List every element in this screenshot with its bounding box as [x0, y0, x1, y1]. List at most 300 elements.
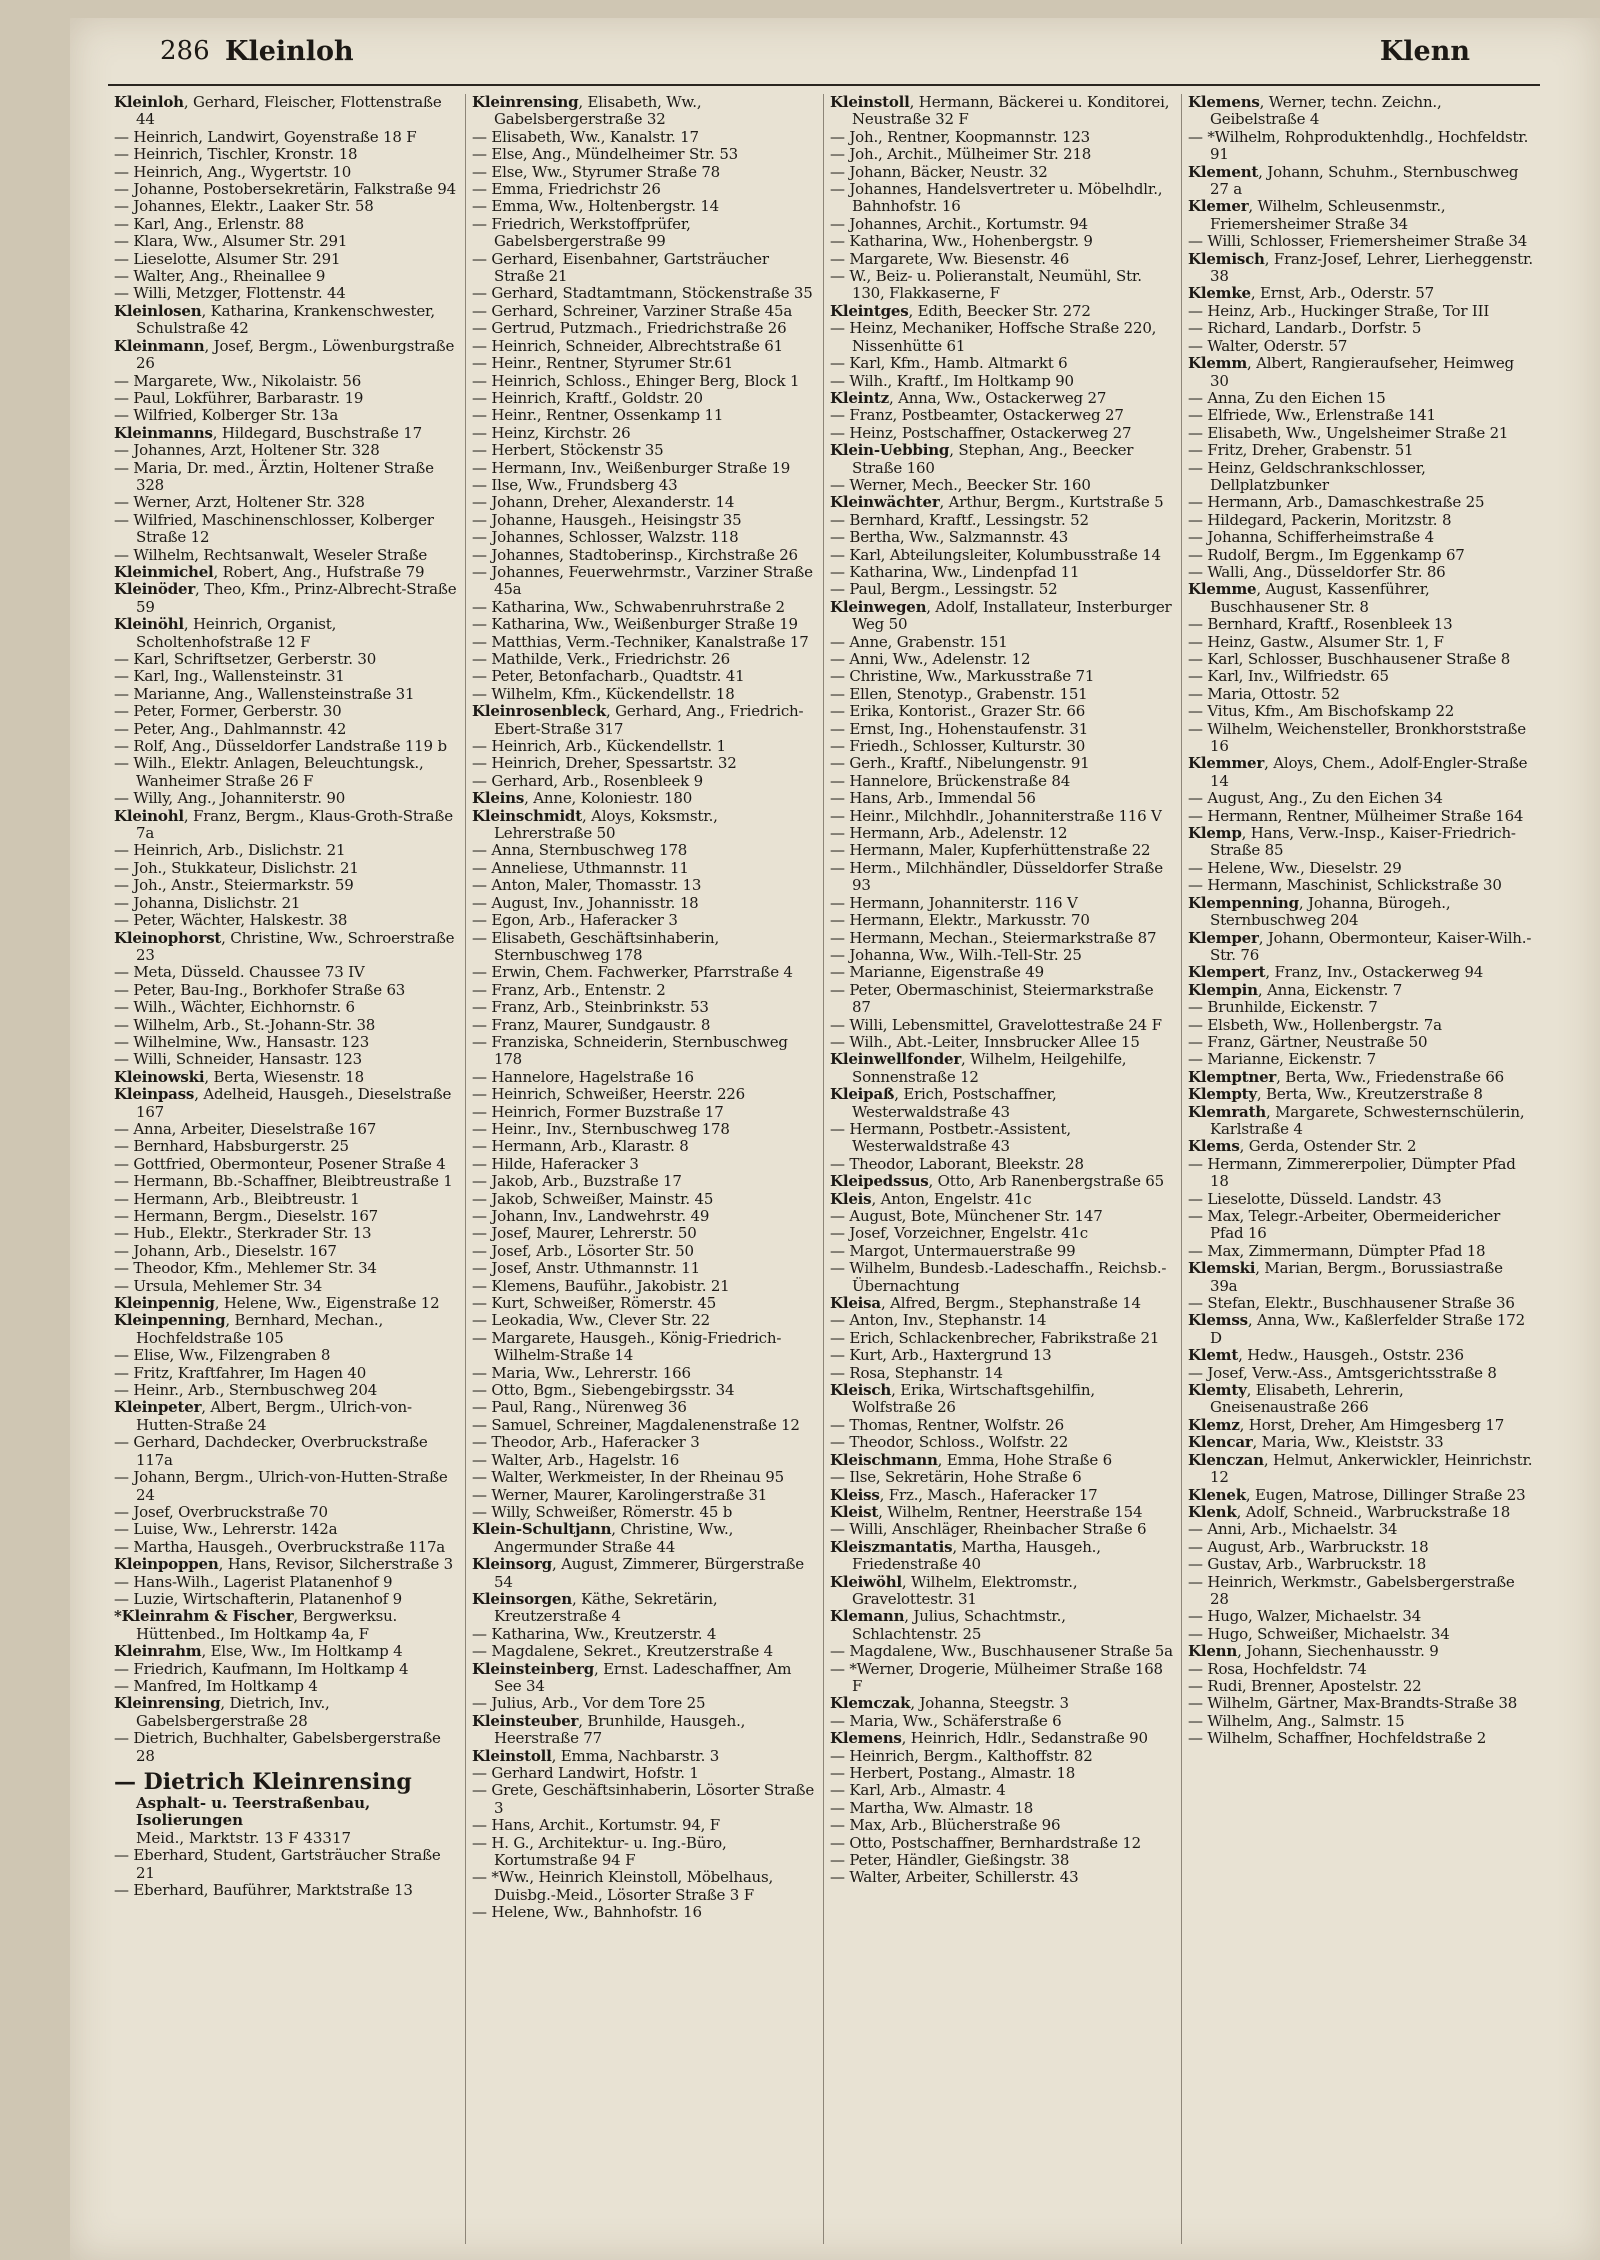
directory-entry: — Anneliese, Uthmannstr. 11	[472, 858, 689, 877]
column-1-after-ad	[114, 1847, 459, 1899]
directory-entry: Kleinrensing, Elisabeth, Ww., Gabelsbergerstraße 32	[472, 94, 702, 129]
directory-entry: Kleins, Anne, Koloniestr. 180	[472, 789, 693, 808]
directory-entry: — Stefan, Elektr., Buschhausener Straße 36	[1188, 1294, 1515, 1313]
directory-entry: — Josef, Arb., Lösorter Str. 50	[472, 1241, 694, 1260]
directory-entry: — Franz, Maurer, Sundgaustr. 8	[472, 1015, 711, 1034]
directory-entry: — H. G., Architektur- u. Ing.-Büro, Kortumstraße 94 F	[472, 1833, 727, 1870]
directory-entry: — Matthias, Verm.-Techniker, Kanalstraße 17	[472, 632, 809, 651]
directory-entry: — Hermann, Bb.-Schaffner, Bleibtreustraße 1	[114, 1172, 453, 1191]
directory-entry: — Gerhard, Arb., Rosenbleek 9	[472, 771, 703, 790]
directory-entry: — Hermann, Maschinist, Schlickstraße 30	[1188, 876, 1502, 895]
directory-entry: — Erich, Schlackenbrecher, Fabrikstraße 21	[830, 1328, 1160, 1347]
directory-entry: — Eberhard, Student, Gartsträucher Straße 21	[114, 1846, 441, 1882]
directory-entry: — Heinz, Arb., Huckinger Straße, Tor III	[1188, 301, 1490, 320]
directory-entry: — Werner, Maurer, Karolingerstraße 31	[472, 1485, 768, 1504]
directory-entry: — Johann, Dreher, Alexanderstr. 14	[472, 493, 735, 512]
directory-entry: — Klemens, Bauführ., Jakobistr. 21	[472, 1276, 730, 1295]
directory-entry: — Manfred, Im Holtkamp 4	[114, 1676, 318, 1695]
directory-entry: — Mathilde, Verk., Friedrichstr. 26	[472, 650, 731, 668]
directory-entry: — Heinr., Milchhdlr., Johanniterstraße 116 V	[830, 806, 1162, 825]
directory-entry: — Hermann, Johanniterstr. 116 V	[830, 893, 1078, 912]
directory-entry: — Julius, Arb., Vor dem Tore 25	[472, 1694, 706, 1713]
directory-entry: — Johannes, Schlosser, Walzstr. 118	[472, 528, 739, 547]
directory-entry: — Johann, Bäcker, Neustr. 32	[830, 162, 1048, 181]
directory-entry: — Samuel, Schreiner, Magdalenenstraße 12	[472, 1415, 800, 1434]
directory-entry: — Vitus, Kfm., Am Bischofskamp 22	[1188, 702, 1455, 721]
directory-entry: Klemz, Horst, Dreher, Am Himgesberg 17	[1188, 1415, 1505, 1434]
directory-entry: Kleinsorgen, Käthe, Sekretärin, Kreutzerstraße 4	[472, 1589, 718, 1626]
directory-entry: — Wilhelmine, Ww., Hansastr. 123	[114, 1032, 370, 1051]
directory-entry: — Rosa, Hochfeldstr. 74	[1188, 1659, 1367, 1678]
directory-entry: — Hermann, Bergm., Dieselstr. 167	[114, 1207, 379, 1225]
advertisement	[114, 1769, 459, 1847]
directory-entry: — Heinr., Rentner, Ossenkamp 11	[472, 406, 724, 425]
directory-entry: Kleinloh, Gerhard, Fleischer, Flottenstraße 44	[114, 94, 442, 129]
directory-entry: Kleipedssus, Otto, Arb Ranenbergstraße 65	[830, 1172, 1164, 1191]
directory-entry: — Wilhelm, Gärtner, Max-Brandts-Straße 38	[1188, 1694, 1518, 1713]
directory-entry: Kleinpass, Adelheid, Hausgeh., Dieselstraße 167	[114, 1085, 452, 1121]
directory-entry: — Bernhard, Kraftf., Rosenbleek 13	[1188, 615, 1453, 634]
directory-entry: — Walter, Oderstr. 57	[1188, 336, 1348, 355]
directory-entry: — Peter, Betonfacharb., Quadtstr. 41	[472, 667, 745, 686]
directory-entry: Klempty, Berta, Ww., Kreutzerstraße 8	[1188, 1085, 1483, 1104]
right-running-head: Klenn	[1379, 36, 1470, 67]
directory-entry: — Gerh., Kraftf., Nibelungenstr. 91	[830, 754, 1090, 773]
directory-entry: — Karl, Schriftsetzer, Gerberstr. 30	[114, 650, 377, 668]
directory-entry: Kleipaß, Erich, Postschaffner, Westerwaldstraße 43	[830, 1085, 1057, 1121]
directory-entry: — Willi, Anschläger, Rheinbacher Straße 6	[830, 1520, 1147, 1539]
directory-entry: — Willi, Schlosser, Friemersheimer Straße 34	[1188, 232, 1528, 251]
directory-entry: — August, Arb., Warbruckstr. 18	[1188, 1537, 1429, 1556]
directory-entry: — Johanna, Dislichstr. 21	[114, 893, 301, 912]
directory-entry: — Hermann, Inv., Weißenburger Straße 19	[472, 458, 791, 477]
directory-entry: — August, Bote, Münchener Str. 147	[830, 1207, 1103, 1225]
directory-entry: — Heinrich, Bergm., Kalthoffstr. 82	[830, 1746, 1093, 1765]
directory-entry: — Max, Telegr.-Arbeiter, Obermeidericher Pfad 16	[1188, 1207, 1501, 1243]
directory-entry: — Wilhelm, Schaffner, Hochfeldstraße 2	[1188, 1729, 1487, 1748]
directory-entry: — Gerhard, Stadtamtmann, Stöckenstraße 35	[472, 284, 813, 303]
directory-entry: — Peter, Ang., Dahlmannstr. 42	[114, 719, 347, 738]
directory-entry: Klement, Johann, Schuhm., Sternbuschweg 27 a	[1188, 162, 1519, 199]
directory-entry: — Rolf, Ang., Düsseldorfer Landstraße 119 b	[114, 737, 447, 756]
directory-entry: — Walter, Ang., Rheinallee 9	[114, 267, 326, 286]
directory-entry: — Else, Ww., Styrumer Straße 78	[472, 162, 721, 181]
directory-entry: — Elisabeth, Geschäftsinhaberin, Sternbuschweg 178	[472, 928, 720, 964]
directory-entry: Kleinrosenbleck, Gerhard, Ang., Friedrich-Ebert-Straße 317	[472, 702, 804, 738]
directory-entry: — Wilfried, Maschinenschlosser, Kolberger Straße 12	[114, 510, 434, 547]
directory-entry: — Theodor, Arb., Haferacker 3	[472, 1433, 700, 1452]
directory-entry: — Elsbeth, Ww., Hollenbergstr. 7a	[1188, 1015, 1442, 1034]
directory-entry: Kleinöhl, Heinrich, Organist, Scholtenhofstraße 12 F	[114, 615, 337, 651]
directory-entry: — Margarete, Hausgeh., König-Friedrich-Wilhelm-Straße 14	[472, 1328, 782, 1365]
directory-entry: — Peter, Händler, Gießingstr. 38	[830, 1851, 1070, 1870]
directory-entry: Kleintges, Edith, Beecker Str. 272	[830, 301, 1091, 320]
directory-entry: Klenek, Eugen, Matrose, Dillinger Straße 23	[1188, 1485, 1526, 1504]
directory-entry: — Fritz, Dreher, Grabenstr. 51	[1188, 441, 1414, 460]
directory-entry: Kleinschmidt, Aloys, Koksmstr., Lehrerstraße 50	[472, 806, 718, 843]
directory-entry: Klemke, Ernst, Arb., Oderstr. 57	[1188, 284, 1434, 303]
directory-entry: — Maria, Ww., Lehrerstr. 166	[472, 1363, 691, 1382]
directory-entry: — Franz, Gärtner, Neustraße 50	[1188, 1032, 1428, 1051]
directory-entry: Kleinrensing, Dietrich, Inv., Gabelsbergerstraße 28	[114, 1694, 330, 1730]
directory-entry: — Anna, Sternbuschweg 178	[472, 841, 688, 860]
directory-entry: Kleinpoppen, Hans, Revisor, Silcherstraße 3	[114, 1555, 453, 1574]
directory-entry: — Hermann, Rentner, Mülheimer Straße 164	[1188, 806, 1524, 825]
directory-entry: — Johanna, Schifferheimstraße 4	[1188, 528, 1434, 547]
directory-entry: — August, Ang., Zu den Eichen 34	[1188, 789, 1443, 808]
directory-entry: — Hermann, Mechan., Steiermarkstraße 87	[830, 928, 1157, 947]
directory-columns	[108, 94, 1540, 2244]
directory-entry: — Theodor, Schloss., Wolfstr. 22	[830, 1433, 1069, 1452]
directory-entry: Klemptner, Berta, Ww., Friedenstraße 66	[1188, 1067, 1505, 1086]
directory-entry: — Luzie, Wirtschafterin, Platanenhof 9	[114, 1589, 402, 1608]
directory-entry: — Werner, Mech., Beecker Str. 160	[830, 475, 1091, 494]
directory-entry: — Josef, Anstr. Uthmannstr. 11	[472, 1259, 700, 1278]
directory-entry: — Wilhelm, Ang., Salmstr. 15	[1188, 1711, 1405, 1730]
directory-entry: — Heinz, Mechaniker, Hoffsche Straße 220, Nissenhütte 61	[830, 319, 1157, 355]
directory-entry: — Rosa, Stephanstr. 14	[830, 1363, 1003, 1382]
directory-entry: — Erwin, Chem. Fachwerker, Pfarrstraße 4	[472, 963, 793, 982]
directory-entry: — Heinrich, Tischler, Kronstr. 18	[114, 145, 358, 164]
directory-entry: — Franz, Arb., Entenstr. 2	[472, 980, 666, 999]
directory-entry: — Karl, Inv., Wilfriedstr. 65	[1188, 667, 1389, 686]
directory-entry: — Franz, Arb., Steinbrinkstr. 53	[472, 998, 709, 1017]
directory-entry: — Katharina, Ww., Hohenbergstr. 9	[830, 232, 1093, 251]
directory-entry: Klenczan, Helmut, Ankerwickler, Heinrichstr. 12	[1188, 1450, 1533, 1487]
directory-entry: Klemmer, Aloys, Chem., Adolf-Engler-Straße 14	[1188, 754, 1528, 790]
directory-entry: — Hugo, Schweißer, Michaelstr. 34	[1188, 1624, 1450, 1643]
directory-entry: — Johann, Arb., Dieselstr. 167	[114, 1241, 337, 1260]
directory-entry: — Wilhelm, Bundesb.-Ladeschaffn., Reichsb.-Übernachtung	[830, 1259, 1167, 1295]
directory-entry: — Lieselotte, Düsseld. Landstr. 43	[1188, 1189, 1442, 1208]
directory-entry: — Herbert, Postang., Almastr. 18	[830, 1764, 1076, 1782]
directory-entry: — Willi, Metzger, Flottenstr. 44	[114, 284, 346, 303]
directory-entry: — Johannes, Archit., Kortumstr. 94	[830, 214, 1089, 233]
directory-entry: — Paul, Rang., Nürenweg 36	[472, 1398, 687, 1417]
directory-entry: Klempenning, Johanna, Bürogeh., Sternbuschweg 204	[1188, 893, 1451, 930]
directory-entry: Kleinwegen, Adolf, Installateur, Insterburger Weg 50	[830, 597, 1172, 634]
directory-entry: — Willi, Lebensmittel, Gravelottestraße 24 F	[830, 1015, 1162, 1034]
directory-entry: — Rudolf, Bergm., Im Eggenkamp 67	[1188, 545, 1465, 564]
directory-entry: Kleiwöhl, Wilhelm, Elektromstr., Gravelottestr. 31	[830, 1572, 1078, 1608]
column-1	[108, 94, 466, 2244]
directory-entry: Kleisch, Erika, Wirtschaftsgehilfin, Wolfstraße 26	[830, 1381, 1095, 1417]
directory-entry: — Paul, Lokführer, Barbarastr. 19	[114, 388, 364, 407]
directory-entry: — Johannes, Stadtoberinsp., Kirchstraße 26	[472, 545, 798, 564]
directory-entry: — Gottfried, Obermonteur, Posener Straße 4	[114, 1154, 446, 1173]
directory-entry: — Wilh., Abt.-Leiter, Innsbrucker Allee 15	[830, 1032, 1140, 1051]
header-rule	[108, 84, 1540, 86]
directory-entry: Klenn, Johann, Siechenhausstr. 9	[1188, 1642, 1439, 1661]
directory-entry: — Theodor, Laborant, Bleekstr. 28	[830, 1154, 1084, 1173]
directory-entry: — Emma, Friedrichstr 26	[472, 180, 661, 199]
directory-entry: — Hermann, Zimmererpolier, Dümpter Pfad 18	[1188, 1154, 1516, 1191]
directory-entry: — Ursula, Mehlemer Str. 34	[114, 1276, 323, 1295]
directory-entry: — Grete, Geschäftsinhaberin, Lösorter Straße 3	[472, 1781, 815, 1817]
directory-entry: — August, Inv., Johannisstr. 18	[472, 893, 699, 912]
directory-entry: — Margarete, Ww. Biesenstr. 46	[830, 249, 1070, 268]
directory-entry: — Anton, Maler, Thomasstr. 13	[472, 876, 702, 895]
directory-entry: — Katharina, Ww., Lindenpfad 11	[830, 562, 1080, 581]
directory-entry: Klemski, Marian, Bergm., Borussiastraße 39a	[1188, 1259, 1503, 1295]
directory-entry: — Helene, Ww., Bahnhofstr. 16	[472, 1903, 702, 1922]
directory-entry: — Martha, Hausgeh., Overbruckstraße 117a	[114, 1537, 446, 1556]
directory-entry: — Max, Arb., Blücherstraße 96	[830, 1816, 1061, 1835]
directory-entry: — Karl, Schlosser, Buschhausener Straße 8	[1188, 650, 1511, 668]
directory-entry: Klemens, Heinrich, Hdlr., Sedanstraße 90	[830, 1729, 1148, 1748]
directory-entry: — Leokadia, Ww., Clever Str. 22	[472, 1311, 711, 1330]
directory-entry: — Rudi, Brenner, Apostelstr. 22	[1188, 1676, 1422, 1695]
directory-entry: — Eberhard, Bauführer, Marktstraße 13	[114, 1881, 413, 1900]
directory-entry: Klemm, Albert, Rangieraufseher, Heimweg 30	[1188, 354, 1514, 390]
directory-entry: — Josef, Verw.-Ass., Amtsgerichtsstraße 8	[1188, 1363, 1497, 1382]
directory-entry: — Joh., Archit., Mülheimer Str. 218	[830, 145, 1092, 164]
directory-entry: Kleiszmantatis, Martha, Hausgeh., Friedenstraße 40	[830, 1537, 1101, 1574]
directory-entry: — Katharina, Ww., Schwabenruhrstraße 2	[472, 597, 785, 616]
directory-entry: — Heinrich, Dreher, Spessartstr. 32	[472, 754, 737, 773]
directory-entry: — Paul, Bergm., Lessingstr. 52	[830, 580, 1058, 599]
directory-entry: — Otto, Bgm., Siebengebirgsstr. 34	[472, 1381, 735, 1400]
directory-entry: Klemens, Werner, techn. Zeichn., Geibelstraße 4	[1188, 94, 1442, 129]
directory-entry: — Josef, Maurer, Lehrerstr. 50	[472, 1224, 697, 1243]
directory-entry: — Hannelore, Brückenstraße 84	[830, 771, 1071, 790]
directory-entry: — Wilh., Kraftf., Im Holtkamp 90	[830, 371, 1074, 390]
directory-entry: — Peter, Wächter, Halskestr. 38	[114, 911, 348, 930]
directory-entry: — Marianne, Eigenstraße 49	[830, 963, 1044, 982]
directory-entry: — Ilse, Ww., Frundsberg 43	[472, 475, 678, 494]
directory-entry: — Hannelore, Hagelstraße 16	[472, 1067, 694, 1086]
directory-entry: — Katharina, Ww., Weißenburger Straße 19	[472, 615, 798, 634]
directory-entry: — Elisabeth, Ww., Ungelsheimer Straße 21	[1188, 423, 1509, 442]
directory-entry: Kleinmanns, Hildegard, Buschstraße 17	[114, 423, 422, 442]
directory-entry: — Jakob, Arb., Buzstraße 17	[472, 1172, 682, 1191]
directory-entry: — Heinrich, Arb., Dislichstr. 21	[114, 841, 346, 860]
directory-entry: — Hilde, Haferacker 3	[472, 1154, 639, 1173]
directory-entry: Kleinpeter, Albert, Bergm., Ulrich-von-Hutten-Straße 24	[114, 1398, 412, 1434]
directory-entry: — Wilhelm, Arb., St.-Johann-Str. 38	[114, 1015, 376, 1034]
directory-entry: — Anna, Arbeiter, Dieselstraße 167	[114, 1119, 377, 1138]
directory-entry: — Johann, Bergm., Ulrich-von-Hutten-Straße 24	[114, 1468, 448, 1504]
ad-line-2: Isolierungen	[136, 1811, 244, 1830]
directory-entry: *Kleinrahm & Fischer, Bergwerksu. Hüttenbed., Im Holtkamp 4a, F	[114, 1607, 398, 1643]
directory-entry: Klemty, Elisabeth, Lehrerin, Gneisenaustraße 266	[1188, 1381, 1404, 1417]
directory-entry: — Hermann, Maler, Kupferhüttenstraße 22	[830, 841, 1151, 860]
directory-entry: — Anni, Arb., Michaelstr. 34	[1188, 1520, 1398, 1539]
ad-title: — Dietrich Kleinrensing	[114, 1769, 412, 1795]
directory-entry: Kleinwellfonder, Wilhelm, Heilgehilfe, Sonnenstraße 12	[830, 1050, 1127, 1086]
directory-entry: Klemt, Hedw., Hausgeh., Oststr. 236	[1188, 1346, 1464, 1365]
directory-entry: Kleinrahm, Else, Ww., Im Holtkamp 4	[114, 1642, 403, 1661]
directory-entry: — Helene, Ww., Dieselstr. 29	[1188, 858, 1402, 877]
directory-entry: — Katharina, Ww., Kreutzerstr. 4	[472, 1624, 717, 1643]
directory-entry: — Heinz, Postschaffner, Ostackerweg 27	[830, 423, 1132, 442]
directory-entry: Kleinowski, Berta, Wiesenstr. 18	[114, 1067, 364, 1086]
directory-entry: — Jakob, Schweißer, Mainstr. 45	[472, 1189, 714, 1208]
directory-entry: Klein-Schultjann, Christine, Ww., Angermunder Straße 44	[472, 1520, 734, 1556]
directory-entry: — Wilhelm, Rechtsanwalt, Weseler Straße	[114, 545, 428, 564]
directory-entry: — Elise, Ww., Filzengraben 8	[114, 1346, 331, 1365]
directory-entry: — Theodor, Kfm., Mehlemer Str. 34	[114, 1259, 377, 1278]
directory-entry: — Karl, Ang., Erlenstr. 88	[114, 214, 304, 233]
directory-entry: — Joh., Anstr., Steiermarkstr. 59	[114, 876, 354, 895]
directory-entry: — Franz, Postbeamter, Ostackerweg 27	[830, 406, 1124, 425]
directory-entry: — Walli, Ang., Düsseldorfer Str. 86	[1188, 562, 1446, 581]
directory-entry: — Heinrich, Schneider, Albrechtstraße 61	[472, 336, 783, 355]
directory-entry: — Werner, Arzt, Holtener Str. 328	[114, 493, 365, 512]
directory-entry: — Bertha, Ww., Salzmannstr. 43	[830, 528, 1069, 547]
directory-entry: Klemer, Wilhelm, Schleusenmstr., Friemersheimer Straße 34	[1188, 197, 1446, 233]
directory-entry: — Hermann, Elektr., Markusstr. 70	[830, 911, 1090, 930]
directory-entry: Klencar, Maria, Ww., Kleiststr. 33	[1188, 1433, 1444, 1452]
directory-entry: — Johannes, Elektr., Laaker Str. 58	[114, 197, 374, 216]
directory-entry: — Peter, Bau-Ing., Borkhofer Straße 63	[114, 980, 406, 999]
directory-entry: Klemisch, Franz-Josef, Lehrer, Lierheggenstr. 38	[1188, 249, 1533, 286]
directory-entry: Kleinstoll, Emma, Nachbarstr. 3	[472, 1746, 720, 1765]
directory-entry: — Gerhard, Schreiner, Varziner Straße 45a	[472, 301, 793, 320]
directory-entry: Klemme, August, Kassenführer, Buschhausener Str. 8	[1188, 580, 1430, 616]
directory-entry: Klemczak, Johanna, Steegstr. 3	[830, 1694, 1069, 1713]
directory-entry: — Maria, Ww., Schäferstraße 6	[830, 1711, 1062, 1730]
directory-entry: — Gustav, Arb., Warbruckstr. 18	[1188, 1555, 1427, 1574]
directory-entry: — Hermann, Arb., Adelenstr. 12	[830, 824, 1068, 843]
directory-entry: — Wilh., Elektr. Anlagen, Beleuchtungsk., Wanheimer Straße 26 F	[114, 754, 424, 790]
directory-entry: — Brunhilde, Eickenstr. 7	[1188, 998, 1378, 1017]
directory-entry: — Wilhelm, Weichensteller, Bronkhorststraße 16	[1188, 719, 1526, 756]
directory-entry: — Lieselotte, Alsumer Str. 291	[114, 249, 341, 268]
directory-entry: — Walter, Werkmeister, In der Rheinau 95	[472, 1468, 784, 1487]
directory-entry: — Johanne, Postobersekretärin, Falkstraße 94	[114, 180, 456, 199]
directory-entry: — Joh., Stukkateur, Dislichstr. 21	[114, 858, 359, 877]
directory-entry: — Egon, Arb., Haferacker 3	[472, 911, 678, 930]
directory-entry: — Magdalene, Sekret., Kreutzerstraße 4	[472, 1642, 773, 1661]
directory-entry: — Klara, Ww., Alsumer Str. 291	[114, 232, 348, 251]
directory-entry: — Hermann, Arb., Klarastr. 8	[472, 1137, 689, 1156]
directory-entry: — Hildegard, Packerin, Moritzstr. 8	[1188, 510, 1452, 529]
directory-entry: — Gerhard Landwirt, Hofstr. 1	[472, 1764, 699, 1782]
directory-entry: — Wilh., Wächter, Eichhornstr. 6	[114, 998, 355, 1017]
directory-entry: — Wilfried, Kolberger Str. 13a	[114, 406, 339, 425]
directory-entry: — Franziska, Schneiderin, Sternbuschweg 178	[472, 1032, 788, 1069]
directory-entry: — Max, Zimmermann, Dümpter Pfad 18	[1188, 1241, 1486, 1260]
directory-entry: — Gerhard, Dachdecker, Overbruckstraße 117a	[114, 1433, 428, 1469]
directory-entry: — Heinrich, Kraftf., Goldstr. 20	[472, 388, 703, 407]
directory-entry: — Johanna, Ww., Wilh.-Tell-Str. 25	[830, 945, 1082, 964]
directory-entry: — Johannes, Feuerwehrmstr., Varziner Straße 45a	[472, 562, 813, 599]
directory-entry: — Heinz, Gastw., Alsumer Str. 1, F	[1188, 632, 1444, 651]
directory-entry: Kleis, Anton, Engelstr. 41c	[830, 1189, 1032, 1208]
directory-entry: Kleinohl, Franz, Bergm., Klaus-Groth-Straße 7a	[114, 806, 453, 843]
directory-entry: — Thomas, Rentner, Wolfstr. 26	[830, 1415, 1064, 1434]
directory-entry: Kleinsorg, August, Zimmerer, Bürgerstraße 54	[472, 1555, 804, 1591]
directory-entry: Kleinlosen, Katharina, Krankenschwester, Schulstraße 42	[114, 301, 435, 338]
directory-entry: — Heinz, Kirchstr. 26	[472, 423, 631, 442]
directory-entry: — Karl, Ing., Wallensteinstr. 31	[114, 667, 345, 686]
directory-entry: — Walter, Arb., Hagelstr. 16	[472, 1450, 680, 1469]
directory-entry: Klemper, Johann, Obermonteur, Kaiser-Wilh.-Str. 76	[1188, 928, 1532, 964]
directory-entry: — Hermann, Postbetr.-Assistent, Westerwaldstraße 43	[830, 1119, 1071, 1156]
directory-entry: — Herbert, Stöckenstr 35	[472, 441, 664, 460]
directory-entry: Kleiss, Frz., Masch., Haferacker 17	[830, 1485, 1098, 1504]
directory-entry: — Heinrich, Werkmstr., Gabelsbergerstraße 28	[1188, 1572, 1515, 1608]
directory-entry: — Heinr., Rentner, Styrumer Str.61	[472, 354, 733, 373]
directory-entry: — Johannes, Handelsvertreter u. Möbelhdlr., Bahnhofstr. 16	[830, 180, 1163, 216]
directory-entry: — *Ww., Heinrich Kleinstoll, Möbelhaus, Duisbg.-Meid., Lösorter Straße 3 F	[472, 1868, 774, 1904]
directory-entry: — Heinrich, Ang., Wygertstr. 10	[114, 162, 352, 181]
directory-entry: Klemss, Anna, Ww., Kaßlerfelder Straße 172 D	[1188, 1311, 1525, 1347]
directory-entry: — Maria, Ottostr. 52	[1188, 684, 1340, 703]
directory-entry: Klempin, Anna, Eickenstr. 7	[1188, 980, 1403, 999]
directory-entry: — Maria, Dr. med., Ärztin, Holtener Straße 328	[114, 458, 434, 494]
directory-entry: Klempert, Franz, Inv., Ostackerweg 94	[1188, 963, 1484, 982]
directory-entry: — Friedrich, Werkstoffprüfer, Gabelsbergerstraße 99	[472, 214, 691, 251]
directory-entry: — Hans, Archit., Kortumstr. 94, F	[472, 1816, 721, 1835]
directory-entry: — Hugo, Walzer, Michaelstr. 34	[1188, 1607, 1422, 1626]
directory-entry: — Josef, Overbruckstraße 70	[114, 1502, 328, 1521]
column-2	[466, 94, 824, 2244]
directory-entry: Kleinwächter, Arthur, Bergm., Kurtstraße 5	[830, 493, 1164, 512]
directory-entry: — *Wilhelm, Rohproduktenhdlg., Hochfeldstr. 91	[1188, 127, 1529, 164]
directory-entry: — Johann, Inv., Landwehrstr. 49	[472, 1207, 710, 1225]
directory-entry: — Emma, Ww., Holtenbergstr. 14	[472, 197, 720, 216]
directory-entry: — Magdalene, Ww., Buschhausener Straße 5a	[830, 1642, 1173, 1661]
directory-entry: — Joh., Rentner, Koopmannstr. 123	[830, 127, 1091, 146]
directory-entry: — Elfriede, Ww., Erlenstraße 141	[1188, 406, 1436, 425]
column-3	[824, 94, 1182, 2244]
directory-entry: — Margarete, Ww., Nikolaistr. 56	[114, 371, 362, 390]
directory-entry: — Heinrich, Schloss., Ehinger Berg, Block 1	[472, 371, 800, 390]
directory-entry: — Bernhard, Habsburgerstr. 25	[114, 1137, 349, 1156]
directory-entry: — Fritz, Kraftfahrer, Im Hagen 40	[114, 1363, 367, 1382]
directory-entry: — Karl, Arb., Almastr. 4	[830, 1781, 1006, 1800]
directory-entry: Kleinmichel, Robert, Ang., Hufstraße 79	[114, 562, 425, 581]
directory-entry: — Heinz, Geldschrankschlosser, Dellplatzbunker	[1188, 458, 1426, 494]
directory-entry: — Bernhard, Kraftf., Lessingstr. 52	[830, 510, 1089, 529]
directory-entry: — Willi, Schneider, Hansastr. 123	[114, 1050, 362, 1069]
directory-entry: — Friedrich, Kaufmann, Im Holtkamp 4	[114, 1659, 409, 1678]
directory-entry: — Ellen, Stenotyp., Grabenstr. 151	[830, 684, 1088, 703]
directory-entry: — Heinr., Arb., Sternbuschweg 204	[114, 1381, 378, 1400]
directory-entry: — Willy, Ang., Johanniterstr. 90	[114, 789, 346, 808]
directory-entry: — Heinr., Inv., Sternbuschweg 178	[472, 1119, 730, 1138]
directory-entry: — Karl, Abteilungsleiter, Kolumbusstraße 14	[830, 545, 1161, 564]
directory-entry: — Johanne, Hausgeh., Heisingstr 35	[472, 510, 742, 529]
directory-entry: — Hans, Arb., Immendal 56	[830, 789, 1036, 808]
directory-entry: — Walter, Arbeiter, Schillerstr. 43	[830, 1868, 1079, 1887]
directory-entry: — Christine, Ww., Markusstraße 71	[830, 667, 1095, 686]
directory-entry: — Meta, Düsseld. Chaussee 73 IV	[114, 963, 365, 982]
directory-entry: Kleist, Wilhelm, Rentner, Heerstraße 154	[830, 1502, 1143, 1521]
directory-entry: — Peter, Former, Gerberstr. 30	[114, 702, 342, 721]
directory-entry: Klenk, Adolf, Schneid., Warbruckstraße 18	[1188, 1502, 1511, 1521]
directory-entry: — Anna, Zu den Eichen 15	[1188, 388, 1386, 407]
directory-entry: — Marianne, Ang., Wallensteinstraße 31	[114, 684, 415, 703]
directory-entry: Klemann, Julius, Schachtmstr., Schlachtenstr. 25	[830, 1607, 1066, 1643]
directory-entry: — Anne, Grabenstr. 151	[830, 632, 1008, 651]
directory-entry: — Erika, Kontorist., Grazer Str. 66	[830, 702, 1086, 721]
directory-entry: Kleinsteinberg, Ernst. Ladeschaffner, Am See 34	[472, 1659, 792, 1695]
directory-entry: — Else, Ang., Mündelheimer Str. 53	[472, 145, 739, 164]
directory-entry: — Gertrud, Putzmach., Friedrichstraße 26	[472, 319, 787, 338]
directory-entry: — Margot, Untermauerstraße 99	[830, 1241, 1076, 1260]
directory-entry: — Hub., Elektr., Sterkrader Str. 13	[114, 1224, 372, 1243]
directory-entry: Kleintz, Anna, Ww., Ostackerweg 27	[830, 388, 1107, 407]
directory-entry: — Elisabeth, Ww., Kanalstr. 17	[472, 127, 699, 146]
directory-entry: — Hans-Wilh., Lagerist Platanenhof 9	[114, 1572, 393, 1591]
directory-entry: — Herm., Milchhändler, Düsseldorfer Straße 93	[830, 858, 1163, 895]
page-header	[90, 36, 1470, 80]
directory-entry: — Heinrich, Schweißer, Heerstr. 226	[472, 1085, 745, 1104]
directory-entry: Klems, Gerda, Ostender Str. 2	[1188, 1137, 1417, 1156]
